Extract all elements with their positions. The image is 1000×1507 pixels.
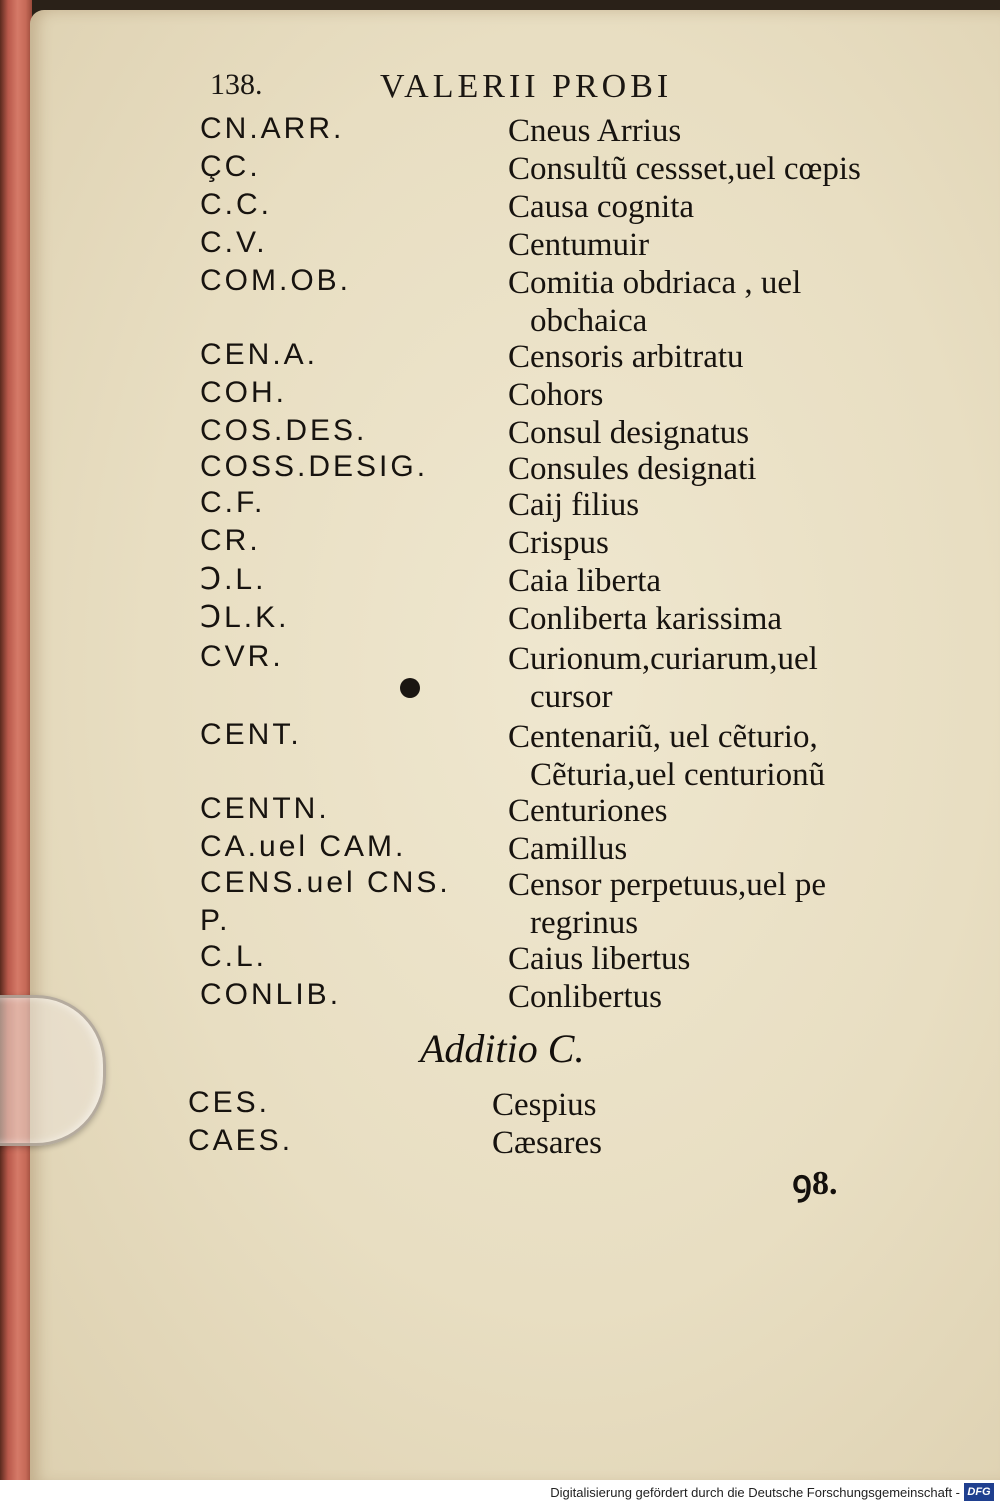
footer-credit: Digitalisierung gefördert durch die Deutsche Forschungsgemeinschaft - xyxy=(550,1485,960,1500)
abbreviation: CA.uel CAM. xyxy=(200,830,407,863)
catchword: ꝯ8. xyxy=(792,1165,838,1202)
abbreviation-line-2: P. xyxy=(200,904,231,937)
abbreviation: COSS.DESIG. xyxy=(200,450,429,483)
expansion-line-2: obchaica xyxy=(530,303,648,339)
expansion-line-2: regrinus xyxy=(530,905,639,941)
dfg-logo-icon: DFG xyxy=(964,1483,994,1501)
abbreviation: CONLIB. xyxy=(200,978,342,1011)
abbreviation: ÇC. xyxy=(200,150,261,183)
abbreviation: COM.OB. xyxy=(200,264,352,297)
footer-bar xyxy=(0,1480,1000,1507)
abbreviation: COH. xyxy=(200,376,287,409)
expansion: Camillus xyxy=(508,831,628,867)
expansion-line-1: Censor perpetuus,uel pe xyxy=(508,867,826,903)
expansion-line-1: Centenariũ, uel cẽturio, xyxy=(508,719,818,755)
expansion: Centuriones xyxy=(508,793,668,829)
abbreviation: CN.ARR. xyxy=(200,112,345,145)
expansion-line-1: Comitia obdriaca , uel xyxy=(508,265,802,301)
expansion: Conliberta karissima xyxy=(508,601,783,637)
expansion: Censoris arbitratu xyxy=(508,339,744,375)
expansion: Caij filius xyxy=(508,487,640,523)
abbreviation: CENTN. xyxy=(200,792,330,825)
expansion-line-1: Curionum,curiarum,uel xyxy=(508,641,818,677)
abbreviation: ↃL.K. xyxy=(200,601,290,634)
expansion: Caia liberta xyxy=(508,563,662,599)
abbreviation: COS.DES. xyxy=(200,414,368,447)
abbreviation: CEN.A. xyxy=(200,338,319,371)
abbreviation: C.L. xyxy=(200,940,268,973)
abbreviation: CAES. xyxy=(188,1124,294,1157)
expansion: Cneus Arrius xyxy=(508,113,682,149)
expansion: Consultũ cessset,uel cœpis xyxy=(508,151,861,187)
expansion: Cæsares xyxy=(492,1125,602,1161)
expansion: Cespius xyxy=(492,1087,597,1123)
abbreviation: Ↄ.L. xyxy=(200,563,267,596)
abbreviation: C.F. xyxy=(200,486,266,519)
expansion: Causa cognita xyxy=(508,189,695,225)
abbreviation: CVR. xyxy=(200,640,284,673)
abbreviation: C.C. xyxy=(200,188,272,221)
expansion: Cohors xyxy=(508,377,604,413)
running-title: VALERII PROBI xyxy=(380,68,673,105)
abbreviation: CR. xyxy=(200,524,261,557)
expansion-line-2: Cẽturia,uel centurionũ xyxy=(530,757,826,793)
page-number: 138. xyxy=(210,68,263,101)
expansion: Crispus xyxy=(508,525,609,561)
expansion: Caius libertus xyxy=(508,941,691,977)
expansion: Consules designati xyxy=(508,451,757,487)
abbreviation: CENT. xyxy=(200,718,302,751)
abbreviation: CES. xyxy=(188,1086,271,1119)
expansion: Consul designatus xyxy=(508,415,750,451)
abbreviation: C.V. xyxy=(200,226,268,259)
section-heading: Additio C. xyxy=(420,1026,585,1071)
expansion: Centumuir xyxy=(508,227,650,263)
expansion-line-2: cursor xyxy=(530,679,613,715)
abbreviation: CENS.uel CNS. xyxy=(200,866,451,899)
expansion: Conlibertus xyxy=(508,979,662,1015)
